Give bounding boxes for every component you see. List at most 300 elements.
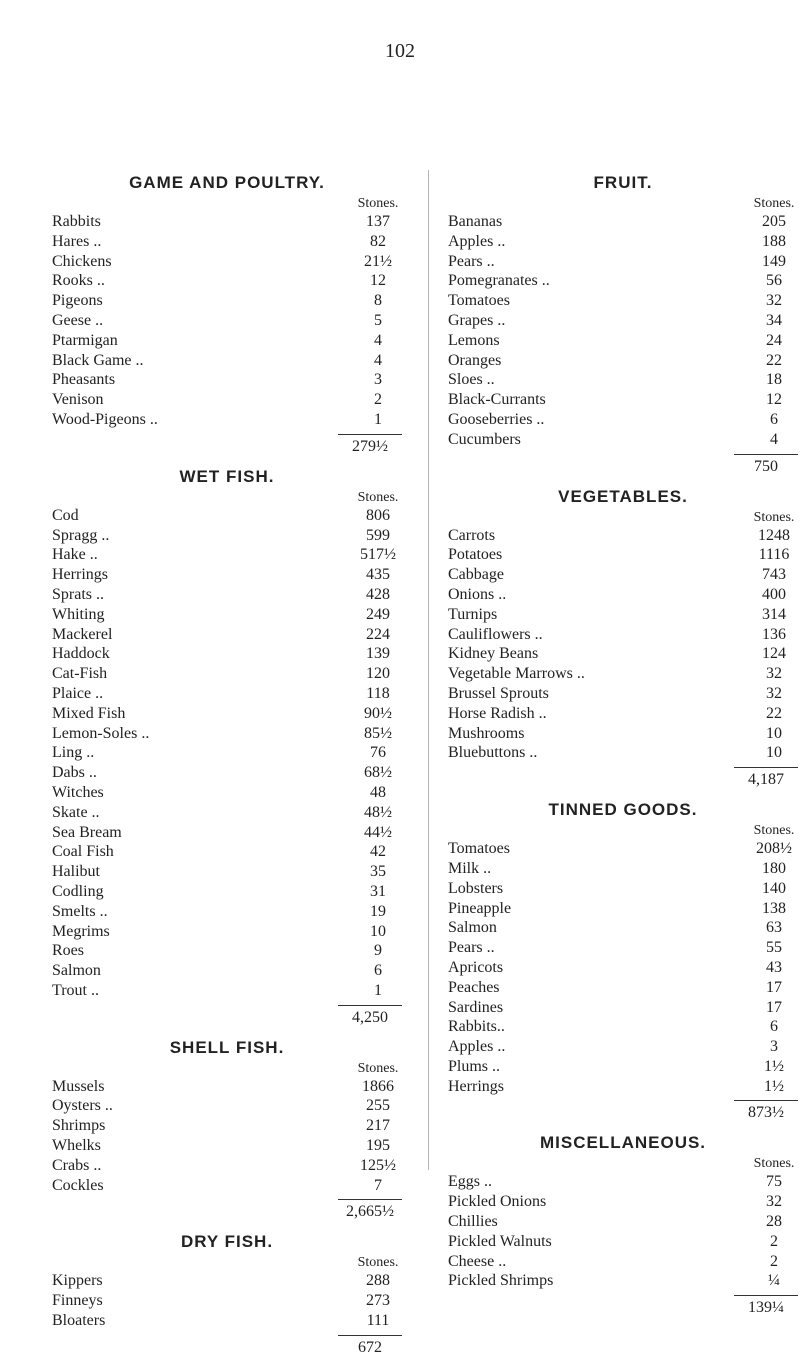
section-total: 672 (338, 1335, 402, 1360)
item-name: Onions .. (448, 585, 507, 603)
item-name: Cucumbers (448, 430, 521, 448)
item-value: 8 (374, 292, 382, 310)
item-value: 48 (370, 783, 386, 801)
item-name: Rabbits (52, 213, 101, 230)
item-value: 4 (374, 351, 382, 369)
item-value: 6 (770, 410, 778, 428)
item-value: 2 (770, 1252, 778, 1270)
item-name: Herrings (448, 1077, 504, 1095)
table-row (52, 1311, 402, 1331)
item-name: Black-Currants (448, 391, 546, 409)
table-row (448, 724, 798, 744)
table-row (52, 763, 402, 783)
unit-label (448, 1155, 798, 1172)
item-value: 3 (374, 371, 382, 389)
table-row (448, 1077, 798, 1097)
item-value: 517½ (360, 546, 396, 564)
table-row (52, 1077, 402, 1097)
item-value: 22 (766, 704, 782, 722)
unit-text: Stones. (753, 823, 795, 839)
item-name: Shrimps (52, 1117, 106, 1135)
table-row (52, 311, 402, 331)
table-row (52, 291, 402, 311)
table-row (448, 351, 798, 371)
item-name: Crabs .. (52, 1156, 102, 1174)
item-value: 90½ (364, 704, 392, 722)
unit-label (52, 1060, 402, 1077)
item-name: Oysters .. (52, 1097, 113, 1115)
table-row (448, 212, 798, 232)
section-title: WET FISH. (179, 466, 275, 486)
item-name: Chillies (448, 1213, 498, 1231)
item-name: Halibut (52, 863, 100, 881)
item-value: 118 (366, 684, 390, 702)
item-name: Mixed Fish (52, 704, 126, 722)
item-value: 140 (762, 879, 786, 897)
item-name: Dabs .. (52, 764, 97, 782)
item-value: 63 (766, 919, 782, 937)
item-value: 32 (766, 665, 782, 683)
item-value: 24 (766, 331, 782, 349)
item-value: 5 (374, 311, 382, 329)
item-name: Chickens (52, 252, 112, 270)
table-row (448, 370, 798, 390)
table-row (52, 684, 402, 704)
item-name: Bloaters (52, 1312, 106, 1330)
table-row (448, 1017, 798, 1037)
table-row (52, 351, 402, 371)
item-value: 76 (370, 744, 386, 762)
item-name: Kippers (52, 1272, 103, 1290)
table-row (52, 410, 402, 430)
item-name: Megrims (52, 922, 110, 940)
item-name: Bluebuttons .. (448, 744, 538, 762)
table-row (448, 331, 798, 351)
table-row (448, 565, 798, 585)
unit-label (448, 195, 798, 212)
table-row (448, 938, 798, 958)
item-name: Cheese .. (448, 1252, 507, 1270)
item-name: Cabbage (448, 566, 504, 584)
item-name: Mackerel (52, 625, 113, 643)
item-value: 195 (366, 1137, 390, 1155)
item-name: Geese .. (52, 311, 104, 329)
item-value: 10 (766, 724, 782, 742)
section-total: 279½ (338, 434, 402, 459)
page-number: 102 (385, 40, 415, 62)
item-name: Pickled Walnuts (448, 1232, 552, 1250)
item-name: Whiting (52, 605, 105, 623)
item-name: Roes (52, 942, 84, 960)
item-value: 17 (766, 978, 782, 996)
item-value: 111 (366, 1312, 390, 1330)
table-row (52, 783, 402, 803)
item-value: 6 (770, 1018, 778, 1036)
item-name: Pears .. (448, 252, 495, 270)
unit-text: Stones. (753, 509, 795, 525)
item-value: 17 (766, 998, 782, 1016)
table-row (52, 704, 402, 724)
item-name: Witches (52, 783, 104, 801)
table-row (52, 1096, 402, 1116)
item-name: Venison (52, 391, 104, 409)
item-name: Ling .. (52, 744, 95, 762)
item-value: 1½ (764, 1077, 784, 1095)
section-title: FRUIT. (593, 173, 653, 192)
item-value: 1½ (764, 1057, 784, 1075)
item-name: Potatoes (448, 546, 503, 564)
item-name: Wood-Pigeons .. (52, 410, 158, 428)
section-misc (448, 1131, 798, 1320)
item-value: 31 (370, 882, 386, 900)
item-value: 43 (766, 958, 782, 976)
item-value: ¼ (768, 1272, 780, 1290)
table-row (448, 644, 798, 664)
table-row (448, 545, 798, 565)
item-value: 48½ (364, 803, 392, 821)
item-value: 82 (370, 232, 386, 250)
item-name: Oranges (448, 351, 502, 369)
item-name: Black Game .. (52, 351, 144, 369)
section-vegetables (448, 485, 798, 793)
item-name: Turnips (448, 605, 498, 623)
table-row (52, 724, 402, 744)
item-name: Tomatoes (448, 840, 510, 858)
item-value: 19 (370, 902, 386, 920)
unit-text: Stones. (357, 489, 399, 505)
item-value: 12 (370, 272, 386, 290)
table-row (448, 526, 798, 546)
item-value: 255 (366, 1097, 390, 1115)
table-row (52, 1136, 402, 1156)
item-name: Mussels (52, 1077, 105, 1095)
item-value: 217 (366, 1117, 390, 1135)
item-value: 136 (762, 625, 786, 643)
item-name: Pigeons (52, 292, 103, 310)
item-value: 2 (374, 391, 382, 409)
item-value: 435 (366, 566, 390, 584)
item-name: Milk .. (448, 859, 492, 877)
item-name: Mushrooms (448, 724, 525, 742)
table-row (448, 1271, 798, 1291)
item-name: Pomegranates .. (448, 272, 550, 290)
table-row (448, 958, 798, 978)
item-value: 22 (766, 351, 782, 369)
table-row (52, 252, 402, 272)
unit-text: Stones. (753, 1156, 795, 1172)
table-row (448, 879, 798, 899)
item-name: Kidney Beans (448, 645, 539, 663)
item-value: 42 (370, 843, 386, 861)
unit-label (52, 195, 402, 212)
section-title: DRY FISH. (180, 1232, 274, 1252)
item-value: 32 (766, 292, 782, 310)
table-row (52, 961, 402, 981)
item-name: Lobsters (448, 879, 504, 897)
table-row (52, 625, 402, 645)
section-total: 139¼ (734, 1295, 798, 1320)
section-fruit (448, 171, 798, 479)
unit-text: Stones. (753, 196, 795, 211)
table-row (52, 585, 402, 605)
item-name: Apricots (448, 958, 504, 976)
item-value: 138 (762, 899, 786, 917)
item-value: 55 (766, 939, 782, 957)
table-row (52, 271, 402, 291)
item-value: 35 (370, 863, 386, 881)
section-total: 2,665½ (338, 1199, 402, 1224)
item-value: 1 (374, 410, 382, 428)
table-row (448, 271, 798, 291)
item-name: Apples .. (448, 232, 506, 250)
item-name: Tomatoes (448, 292, 510, 310)
section-wetfish (52, 465, 402, 1030)
item-name: Haddock (52, 645, 110, 663)
item-value: 28 (766, 1213, 782, 1231)
section-tinned (448, 798, 798, 1125)
item-name: Sprats .. (52, 585, 104, 603)
item-value: 149 (762, 252, 786, 270)
table-row (448, 605, 798, 625)
item-value: 4 (770, 430, 778, 448)
item-name: Gooseberries .. (448, 410, 545, 428)
item-value: 2 (770, 1232, 778, 1250)
item-name: Rabbits.. (448, 1018, 505, 1036)
item-value: 32 (766, 1193, 782, 1211)
table-row (448, 839, 798, 859)
table-row (448, 998, 798, 1018)
item-value: 314 (762, 605, 786, 623)
item-name: Lemon-Soles .. (52, 724, 150, 742)
item-value: 34 (766, 311, 782, 329)
item-name: Coal Fish (52, 843, 114, 861)
item-name: Grapes .. (448, 311, 506, 329)
table-row (448, 291, 798, 311)
section-game (52, 171, 402, 459)
column-divider (428, 170, 429, 1170)
item-name: Skate .. (52, 803, 100, 821)
item-value: 120 (366, 665, 390, 683)
item-value: 6 (374, 962, 382, 980)
table-row (52, 882, 402, 902)
unit-label (448, 509, 798, 526)
section-title: SHELL FISH. (169, 1037, 285, 1057)
table-row (52, 803, 402, 823)
item-name: Cat-Fish (52, 665, 108, 683)
table-row (52, 545, 402, 565)
unit-label (52, 489, 402, 506)
item-value: 249 (366, 605, 390, 623)
item-name: Finneys (52, 1292, 103, 1310)
section-dryfish (52, 1230, 402, 1359)
item-name: Trout .. (52, 981, 99, 999)
item-value: 1866 (362, 1077, 394, 1095)
item-value: 743 (762, 566, 786, 584)
item-name: Horse Radish .. (448, 704, 547, 722)
table-row (52, 823, 402, 843)
item-name: Pheasants (52, 371, 116, 389)
unit-label (448, 822, 798, 839)
item-value: 139 (366, 645, 390, 663)
item-value: 10 (370, 922, 386, 940)
table-row (448, 585, 798, 605)
item-name: Spragg .. (52, 526, 110, 544)
section-title: MISCELLANEOUS. (539, 1133, 707, 1153)
section-title: TINNED GOODS. (548, 800, 698, 820)
table-row (448, 978, 798, 998)
item-value: 1248 (758, 526, 790, 544)
table-row (52, 1116, 402, 1136)
table-row (52, 743, 402, 763)
item-value: 125½ (360, 1156, 396, 1174)
item-name: Sloes .. (448, 371, 495, 389)
item-value: 7 (374, 1176, 382, 1194)
table-row (448, 311, 798, 331)
item-name: Plums .. (448, 1057, 501, 1075)
table-row (52, 1271, 402, 1291)
item-name: Apples .. (448, 1038, 506, 1056)
table-row (52, 232, 402, 252)
table-row (52, 941, 402, 961)
table-row (52, 981, 402, 1001)
item-name: Hake .. (52, 546, 98, 564)
item-value: 124 (762, 645, 786, 663)
item-value: 205 (762, 213, 786, 230)
item-value: 599 (366, 526, 390, 544)
table-row (52, 506, 402, 526)
table-row (52, 862, 402, 882)
item-name: Carrots (448, 526, 496, 544)
item-value: 68½ (364, 764, 392, 782)
item-name: Plaice .. (52, 684, 104, 702)
item-value: 400 (762, 585, 786, 603)
item-value: 10 (766, 744, 782, 762)
item-value: 137 (366, 213, 390, 230)
item-value: 3 (770, 1038, 778, 1056)
table-row (448, 625, 798, 645)
item-name: Bananas (448, 213, 503, 230)
table-row (448, 252, 798, 272)
item-name: Ptarmigan (52, 331, 118, 349)
right-column (448, 171, 798, 1320)
section-title: VEGETABLES. (558, 486, 688, 506)
item-name: Brussel Sprouts (448, 684, 549, 702)
section-title: GAME AND POULTRY. (129, 173, 325, 192)
item-value: 4 (374, 331, 382, 349)
item-value: 85½ (364, 724, 392, 742)
table-row (448, 859, 798, 879)
item-name: Salmon (448, 919, 497, 937)
table-row (448, 430, 798, 450)
item-value: 56 (766, 272, 782, 290)
item-value: 273 (366, 1292, 390, 1310)
item-value: 21½ (364, 252, 392, 270)
item-value: 32 (766, 684, 782, 702)
item-name: Pineapple (448, 899, 512, 917)
table-row (52, 1156, 402, 1176)
table-row (448, 1212, 798, 1232)
item-name: Hares .. (52, 232, 102, 250)
item-value: 208½ (756, 840, 792, 858)
section-total: 750 (734, 454, 798, 479)
item-value: 188 (762, 232, 786, 250)
item-value: 18 (766, 371, 782, 389)
item-value: 180 (762, 859, 786, 877)
item-name: Cod (52, 506, 79, 524)
table-row (52, 664, 402, 684)
table-row (448, 704, 798, 724)
item-value: 75 (766, 1173, 782, 1191)
table-row (448, 1172, 798, 1192)
item-value: 288 (366, 1272, 390, 1290)
table-row (448, 1232, 798, 1252)
table-row (448, 390, 798, 410)
unit-text: Stones. (357, 1060, 399, 1076)
section-total: 873½ (734, 1100, 798, 1125)
table-row (52, 1291, 402, 1311)
item-value: 806 (366, 506, 390, 524)
table-row (448, 410, 798, 430)
item-name: Pickled Shrimps (448, 1272, 554, 1290)
table-row (448, 1037, 798, 1057)
table-row (52, 922, 402, 942)
item-name: Sardines (448, 998, 504, 1016)
table-row (52, 1176, 402, 1196)
table-row (52, 605, 402, 625)
table-row (448, 899, 798, 919)
item-name: Lemons (448, 331, 500, 349)
item-name: Rooks .. (52, 272, 105, 290)
table-row (448, 1192, 798, 1212)
table-row (448, 1252, 798, 1272)
table-row (52, 212, 402, 232)
section-shellfish (52, 1036, 402, 1225)
table-row (52, 390, 402, 410)
item-value: 224 (366, 625, 390, 643)
item-value: 44½ (364, 823, 392, 841)
item-name: Salmon (52, 962, 101, 980)
item-name: Sea Bream (52, 823, 122, 841)
table-row (52, 331, 402, 351)
table-row (448, 664, 798, 684)
table-row (448, 918, 798, 938)
table-row (52, 370, 402, 390)
item-value: 1 (374, 981, 382, 999)
table-row (448, 232, 798, 252)
item-name: Cockles (52, 1176, 104, 1194)
table-row (52, 842, 402, 862)
unit-text: Stones. (357, 1255, 399, 1271)
item-name: Pears .. (448, 939, 495, 957)
item-name: Peaches (448, 978, 500, 996)
item-value: 9 (374, 942, 382, 960)
table-row (448, 1057, 798, 1077)
left-column (52, 171, 402, 1360)
section-total: 4,187 (734, 767, 798, 792)
item-value: 1116 (758, 546, 790, 564)
table-row (52, 526, 402, 546)
item-name: Vegetable Marrows .. (448, 665, 585, 683)
unit-text: Stones. (357, 196, 399, 211)
table-row (448, 743, 798, 763)
table-row (52, 644, 402, 664)
item-value: 12 (766, 391, 782, 409)
table-row (52, 565, 402, 585)
table-row (52, 902, 402, 922)
item-name: Smelts .. (52, 902, 108, 920)
section-total: 4,250 (338, 1005, 402, 1030)
item-name: Codling (52, 882, 104, 900)
